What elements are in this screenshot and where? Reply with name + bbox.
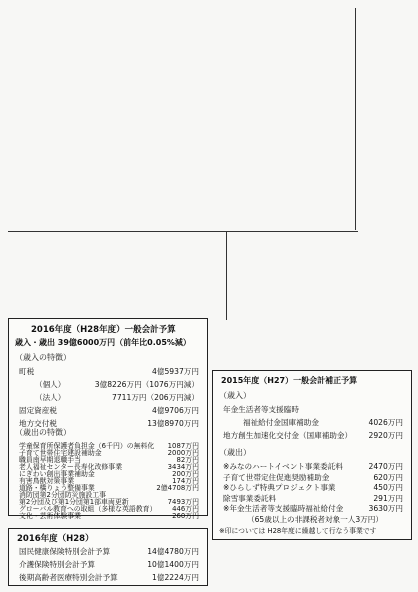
expenditure-row-label: にぎわい創出事業補助金: [19, 470, 95, 478]
revenue-row: [9, 377, 207, 391]
supp-revenue-row: [213, 402, 411, 416]
expenditure-row-value: 174万円: [172, 477, 199, 485]
supp-expenditure-header: （歳出）: [219, 448, 251, 457]
special-account-row: [9, 557, 207, 571]
supplementary-budget-title: 2015年度（H27）一般会計補正予算: [221, 376, 358, 385]
revenue-row-value: 3億8226万円（1076万円減）: [94, 380, 199, 389]
expenditure-row-label: 道路・橋りょう整備事業: [19, 484, 95, 492]
expenditure-row-value: 260万円: [172, 512, 199, 520]
supp-expenditure-row-label: ※年金生活者等支援臨時福祉給付金: [223, 504, 344, 513]
expenditure-row-label: 子育て世帯住宅建設補助金: [19, 449, 102, 457]
expenditure-row-value: 200万円: [172, 470, 199, 478]
special-account-row: [9, 570, 207, 584]
expenditure-row-label: グローバル教育への取組（多様な英語教育）: [19, 505, 157, 513]
expenditure-row-label: 第2分団及び第1分団第1部車両更新: [19, 498, 129, 506]
expenditure-row-value: 2億4708万円: [156, 484, 199, 492]
supp-expenditure-row-label: ※みなのハートイベント事業委託料: [223, 462, 343, 471]
expenditure-row-label: 老人福祉センター長寿化改修事業: [19, 463, 123, 471]
supp-expenditure-row-value: 291万円: [373, 493, 403, 503]
special-account-row-value: 10億1400万円: [147, 560, 199, 569]
supp-revenue-header: （歳入）: [219, 391, 251, 400]
revenue-row: [9, 364, 207, 378]
special-account-row: [9, 544, 207, 558]
expenditure-row-label: 有害鳥獣対策事業: [19, 477, 75, 485]
supplementary-budget-table: [212, 370, 412, 540]
special-account-row-label: 後期高齢者医療特別会計予算: [19, 573, 118, 582]
revenue-row-label: （個人）: [35, 380, 66, 389]
revenue-row-label: 固定資産税: [19, 406, 57, 415]
expenditure-row-value: 3434万円: [167, 463, 199, 471]
revenue-row-value: 4億9706万円: [152, 406, 199, 415]
supp-expenditure-row-label: ※ひらしず特典プロジェクト事業: [223, 483, 336, 492]
supp-expenditure-row-value: 450万円: [373, 483, 403, 492]
supp-revenue-row-label: 福祉給付金国庫補助金: [243, 418, 319, 427]
revenue-row-label: 町税: [19, 367, 35, 376]
expenditure-row-value: 446万円: [172, 505, 199, 513]
supp-expenditure-row-value: 3630万円: [368, 504, 403, 513]
column-divider: [226, 232, 227, 320]
supp-revenue-row-value: 2920万円: [368, 431, 403, 440]
expenditure-section-header: （歳出の特徴）: [15, 428, 71, 437]
special-account-row-label: 介護保険特別会計予算: [19, 560, 95, 569]
supp-expenditure-row-value: 620万円: [373, 472, 403, 482]
article-headline-1: [232, 148, 260, 288]
revenue-row: [9, 390, 207, 404]
special-account-row-label: 国民健康保険特別会計予算: [19, 547, 111, 556]
supp-expenditure-row-label: 除雪事業委託料: [223, 493, 277, 503]
section-divider: [8, 231, 358, 232]
expenditure-row-value: 1087万円: [167, 442, 199, 450]
expenditure-row-label: 職員南早期退職手当: [19, 456, 82, 464]
revenue-row-value: 13億8970万円: [147, 419, 199, 428]
expenditure-row-label: 消防団第2分団防災施設工事: [19, 491, 107, 499]
supp-revenue-row-label: 地方創生加速化交付金（国庫補助金）: [223, 431, 353, 440]
supp-note: ※印については H28年度に繰越して行なう事業です: [219, 527, 377, 535]
revenue-section-header: （歳入の特徴）: [15, 353, 71, 362]
supp-revenue-row-value: 4026万円: [368, 418, 403, 427]
special-account-row-value: 1億2224万円: [152, 573, 199, 582]
special-account-row-value: 14億4780万円: [147, 547, 199, 556]
expenditure-row-value: 7493万円: [167, 498, 199, 506]
revenue-row-value: 4億5937万円: [152, 367, 199, 376]
expenditure-row-label: 学童保育所保護者負担金（6千円）の無料化: [19, 442, 155, 450]
expenditure-row-value: 2000万円: [167, 449, 199, 457]
supp-expenditure-row-label: （65歳以上の非課税者対象一人3万円）: [247, 514, 383, 524]
special-accounts-title: 2016年度（H28）: [17, 534, 94, 544]
general-budget-table: [8, 318, 208, 520]
expenditure-row-label: 文化・芸術体験事業: [19, 512, 82, 520]
revenue-row-value: 7711万円（206万円減）: [112, 393, 199, 402]
special-accounts-table: [8, 528, 208, 586]
revenue-row-label: （法人）: [35, 393, 66, 402]
general-budget-total: 歳入・歳出 39億6000万円（前年比0.05%減）: [15, 338, 191, 347]
expenditure-row: [9, 508, 207, 522]
revenue-row-label: 地方交付税: [19, 419, 57, 428]
article-subtitle: [360, 30, 378, 190]
supp-expenditure-row-value: 2470万円: [368, 462, 403, 471]
article-title: [380, 8, 410, 208]
article-headline-2: [128, 198, 154, 310]
supp-expenditure-row-label: 子育て世帯定住促進奨励補助金: [223, 472, 330, 482]
column-divider: [355, 8, 356, 230]
general-budget-title: 2016年度（H28年度）一般会計予算: [31, 325, 176, 335]
supp-revenue-row-label: 年金生活者等支援臨時: [223, 405, 299, 414]
supp-revenue-row: [213, 428, 411, 442]
supp-revenue-row: [213, 415, 411, 429]
expenditure-row-value: 82万円: [176, 456, 199, 464]
revenue-row: [9, 403, 207, 417]
